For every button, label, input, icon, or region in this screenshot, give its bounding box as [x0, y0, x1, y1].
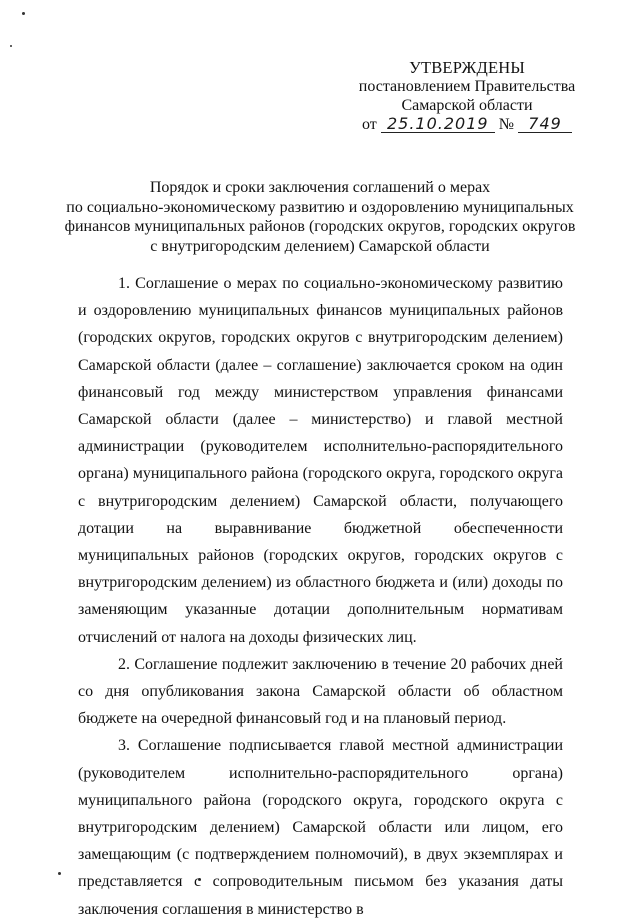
approval-line-1: постановлением Правительства: [358, 78, 576, 95]
document-title: [60, 178, 580, 256]
handwritten-date: 25.10.2019: [381, 116, 495, 133]
number-prefix: №: [498, 116, 515, 133]
document-body: [78, 270, 563, 923]
paragraph-1: 1. Соглашение о мерах по социально-экономическому развитию и оздоровлению муниципальных финансов муниципальных районов (городских округов, городских округов с внутригородским делением) Самарской области (далее – соглашение) заключается сроком на один финансовый год между министерством управления финансами Самарской области (далее – министерство) и главой местной администрации (руководителем исполнительно-распорядительного органа) муниципального района (городского округа, городского округа с внутригородским делением) Самарской области, получающего дотации на выравнивание бюджетной обеспеченности муниципальных районов (городских округов, городских округов с внутригородским делением) из областного бюджета и (или) доходы по заменяющим указанные дотации дополнительным нормативам отчислений от налога на доходы физических лиц.: [78, 275, 563, 646]
handwritten-number: 749: [518, 116, 572, 133]
paragraph-2: 2. Соглашение подлежит заключению в течение 20 рабочих дней со дня опубликования закона Самарской области об областном бюджете на очередной финансовый год и на плановый период.: [78, 655, 563, 728]
scan-speck: [22, 12, 25, 15]
title-line-1: Порядок и сроки заключения соглашений о мерах: [149, 179, 491, 196]
date-prefix: от: [362, 116, 377, 133]
title-line-3: финансов муниципальных районов (городских округов, городских округов: [64, 218, 576, 235]
scan-speck: [58, 872, 61, 875]
approval-title: УТВЕРЖДЕНЫ: [409, 58, 525, 77]
title-line-4: с внутригородским делением) Самарской области: [150, 237, 490, 255]
approval-block: [352, 58, 582, 134]
approval-line-2: Самарской области: [401, 97, 533, 114]
paragraph-3: 3. Соглашение подписывается главой местной администрации (руководителем исполнительно-распорядительного органа) муниципального района (городского округа, городского округа с внутригородским делением) Самарской области или лицом, его замещающим (с подтверждением полномочий), в двух экземплярах и представляется с сопроводительным письмом без указания даты заключения соглашения в министерство в: [78, 737, 563, 918]
title-line-2: по социально-экономическому развитию и оздоровлению муниципальных: [66, 198, 574, 216]
approval-date-line: [352, 115, 582, 134]
scan-speck: [10, 45, 12, 47]
